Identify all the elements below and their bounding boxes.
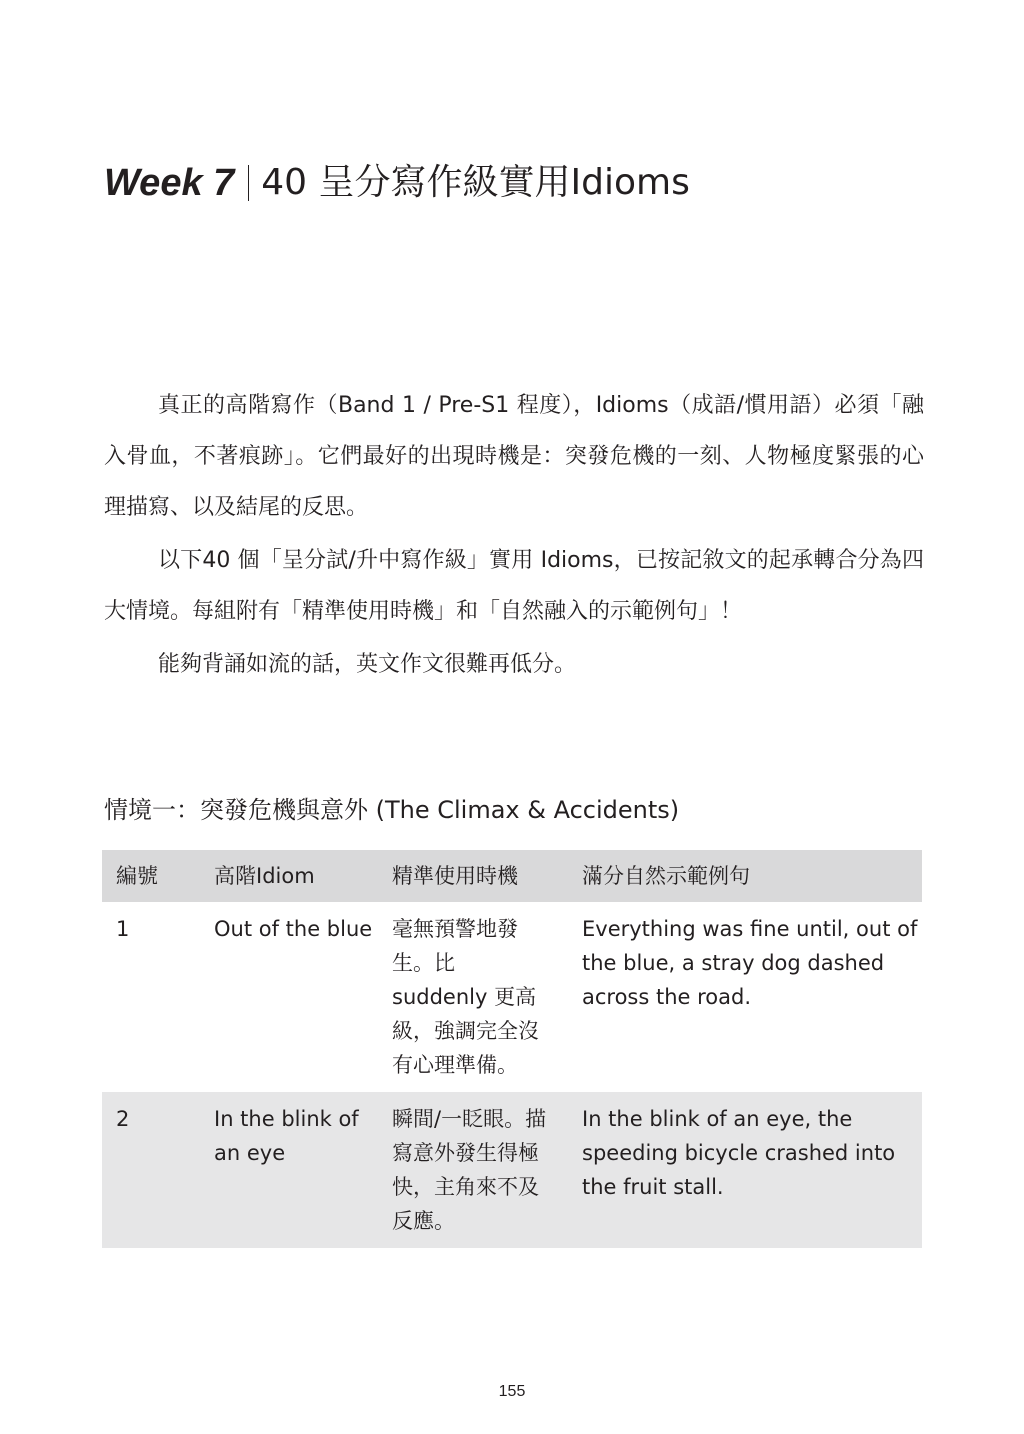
title-text: 40 呈分寫作級實用Idioms: [261, 162, 690, 203]
intro-section: [104, 380, 924, 690]
row-idiom: Out of the blue: [214, 917, 373, 941]
row-example: Everything was fine until, out of the blue, a stray dog dashed across the road.: [582, 917, 918, 1009]
table-row: [102, 902, 922, 1092]
intro-paragraph-2: 以下40 個「呈分試/升中寫作級」實用 Idioms，已按記敘文的起承轉合分為四大情境。每組附有「精準使用時機」和「自然融入的示範例句」！: [104, 548, 924, 624]
row-example: In the blink of an eye, the speeding bicycle crashed into the fruit stall.: [568, 1092, 922, 1248]
table-header-row: [102, 850, 922, 902]
page-title: [104, 158, 690, 208]
intro-paragraph-3: 能夠背誦如流的話，英文作文很難再低分。: [158, 652, 577, 677]
idiom-table: [102, 850, 922, 1248]
header-idiom: 高階Idiom: [200, 850, 378, 902]
page-number: 155: [498, 1383, 526, 1400]
table-row: [102, 1092, 922, 1248]
intro-paragraph-1: 真正的高階寫作（Band 1 / Pre-S1 程度），Idioms（成語/慣用語）必須「融入骨血，不著痕跡」。它們最好的出現時機是：突發危機的一刻、人物極度緊張的心理描寫、以及結尾的反思。: [104, 393, 924, 520]
section-heading: 情境一：突發危機與意外 (The Climax & Accidents): [104, 796, 680, 824]
row-idiom: In the blink of an eye: [200, 1092, 378, 1248]
header-example: 滿分自然示範例句: [568, 850, 922, 902]
header-usage: 精準使用時機: [378, 850, 568, 902]
title-divider: [248, 165, 249, 201]
row-number: 2: [102, 1092, 200, 1248]
header-number: 編號: [102, 850, 200, 902]
row-usage: 毫無預警地發生。比 suddenly 更高級，強調完全沒有心理準備。: [392, 917, 539, 1077]
row-number: 1: [116, 917, 130, 941]
row-usage: 瞬間/一眨眼。描寫意外發生得極快，主角來不及反應。: [378, 1092, 568, 1248]
week-label: Week 7: [104, 162, 235, 204]
